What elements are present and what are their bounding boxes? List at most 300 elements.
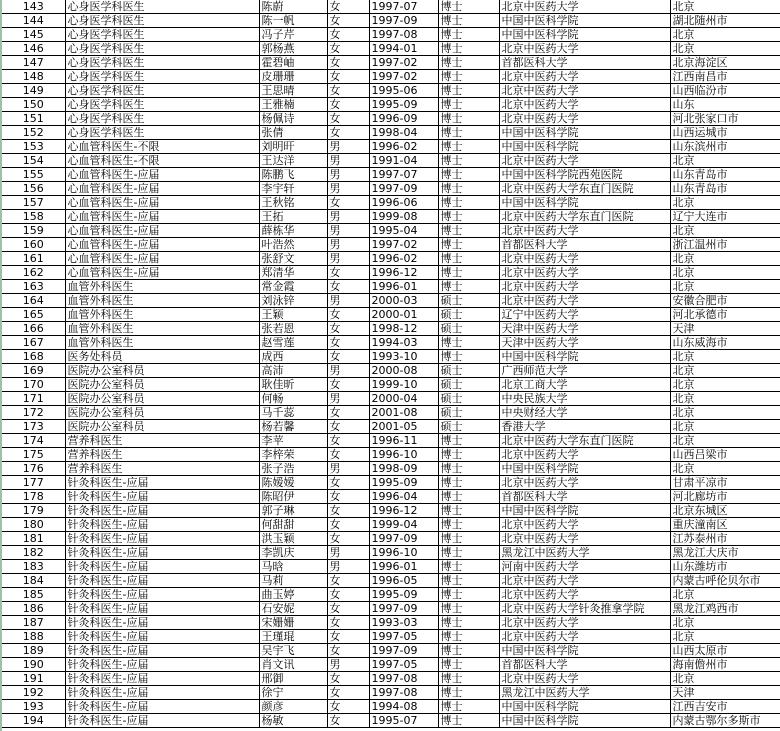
school-cell[interactable]: 中国中医科学院 (499, 462, 670, 476)
row-number-cell[interactable]: 184 (2, 574, 65, 588)
degree-cell[interactable]: 硕士 (438, 322, 499, 336)
gender-cell[interactable]: 女 (327, 644, 369, 658)
degree-cell[interactable]: 博士 (438, 56, 499, 70)
row-number-cell[interactable]: 151 (2, 112, 65, 126)
name-cell[interactable]: 杨佩诗 (259, 112, 327, 126)
gender-cell[interactable]: 男 (327, 364, 369, 378)
birth-date-cell[interactable]: 1996-11 (369, 434, 438, 448)
name-cell[interactable]: 张子浩 (259, 462, 327, 476)
row-number-cell[interactable]: 160 (2, 238, 65, 252)
origin-cell[interactable]: 江苏泰州市 (670, 532, 780, 546)
name-cell[interactable]: 李凯庆 (259, 546, 327, 560)
origin-cell[interactable]: 山东滨州市 (670, 140, 780, 154)
birth-date-cell[interactable]: 1996-02 (369, 140, 438, 154)
row-number-cell[interactable]: 149 (2, 84, 65, 98)
school-cell[interactable]: 北京中医药大学 (499, 574, 670, 588)
name-cell[interactable]: 赵雪莲 (259, 336, 327, 350)
name-cell[interactable]: 杨若馨 (259, 420, 327, 434)
gender-cell[interactable]: 女 (327, 280, 369, 294)
school-cell[interactable]: 中国中医科学院 (499, 350, 670, 364)
school-cell[interactable]: 北京中医药大学 (499, 672, 670, 686)
degree-cell[interactable]: 博士 (438, 112, 499, 126)
degree-cell[interactable]: 博士 (438, 602, 499, 616)
birth-date-cell[interactable]: 1996-05 (369, 574, 438, 588)
position-cell[interactable]: 医院办公室科员 (65, 392, 259, 406)
gender-cell[interactable]: 女 (327, 406, 369, 420)
position-cell[interactable]: 针灸科医生-应届 (65, 658, 259, 672)
origin-cell[interactable]: 北京 (670, 378, 780, 392)
gender-cell[interactable]: 男 (327, 210, 369, 224)
row-number-cell[interactable]: 162 (2, 266, 65, 280)
row-number-cell[interactable]: 144 (2, 14, 65, 28)
name-cell[interactable]: 王拓 (259, 210, 327, 224)
position-cell[interactable]: 营养科医生 (65, 462, 259, 476)
degree-cell[interactable]: 硕士 (438, 378, 499, 392)
position-cell[interactable]: 心血管科医生-不限 (65, 140, 259, 154)
position-cell[interactable]: 针灸科医生-应届 (65, 490, 259, 504)
school-cell[interactable]: 北京中医药大学 (499, 294, 670, 308)
name-cell[interactable]: 常金霞 (259, 280, 327, 294)
position-cell[interactable]: 心血管科医生-应届 (65, 224, 259, 238)
school-cell[interactable]: 北京中医药大学 (499, 476, 670, 490)
origin-cell[interactable]: 山西吕梁市 (670, 448, 780, 462)
school-cell[interactable]: 中国中医科学院 (499, 14, 670, 28)
origin-cell[interactable]: 河北承德市 (670, 308, 780, 322)
position-cell[interactable]: 心身医学科医生 (65, 14, 259, 28)
name-cell[interactable]: 陈一帆 (259, 14, 327, 28)
name-cell[interactable]: 石安妮 (259, 602, 327, 616)
row-number-cell[interactable]: 148 (2, 70, 65, 84)
degree-cell[interactable]: 博士 (438, 630, 499, 644)
name-cell[interactable]: 张若恩 (259, 322, 327, 336)
degree-cell[interactable]: 博士 (438, 98, 499, 112)
gender-cell[interactable]: 女 (327, 308, 369, 322)
school-cell[interactable]: 北京中医药大学 (499, 532, 670, 546)
origin-cell[interactable]: 北京 (670, 392, 780, 406)
school-cell[interactable]: 黑龙江中医药大学 (499, 546, 670, 560)
degree-cell[interactable]: 博士 (438, 588, 499, 602)
row-number-cell[interactable]: 143 (2, 0, 65, 14)
school-cell[interactable]: 黑龙江中医药大学 (499, 686, 670, 700)
position-cell[interactable]: 心身医学科医生 (65, 0, 259, 14)
position-cell[interactable]: 医院办公室科员 (65, 406, 259, 420)
school-cell[interactable]: 河南中医药大学 (499, 560, 670, 574)
position-cell[interactable]: 医院办公室科员 (65, 364, 259, 378)
gender-cell[interactable]: 男 (327, 560, 369, 574)
degree-cell[interactable]: 硕士 (438, 294, 499, 308)
school-cell[interactable]: 北京中医药大学 (499, 266, 670, 280)
name-cell[interactable]: 杨敏 (259, 714, 327, 728)
name-cell[interactable]: 邢御 (259, 672, 327, 686)
birth-date-cell[interactable]: 1995-09 (369, 476, 438, 490)
origin-cell[interactable]: 北京 (670, 588, 780, 602)
position-cell[interactable]: 心血管科医生-应届 (65, 210, 259, 224)
degree-cell[interactable]: 博士 (438, 686, 499, 700)
gender-cell[interactable]: 男 (327, 462, 369, 476)
row-number-cell[interactable]: 193 (2, 700, 65, 714)
birth-date-cell[interactable]: 1997-02 (369, 238, 438, 252)
birth-date-cell[interactable]: 1997-09 (369, 14, 438, 28)
name-cell[interactable]: 刘泳锌 (259, 294, 327, 308)
gender-cell[interactable]: 男 (327, 154, 369, 168)
name-cell[interactable]: 李宇轩 (259, 182, 327, 196)
position-cell[interactable]: 心血管科医生-应届 (65, 252, 259, 266)
school-cell[interactable]: 中国中医科学院 (499, 504, 670, 518)
degree-cell[interactable]: 博士 (438, 182, 499, 196)
row-number-cell[interactable]: 186 (2, 602, 65, 616)
school-cell[interactable]: 北京中医药大学 (499, 42, 670, 56)
gender-cell[interactable]: 女 (327, 378, 369, 392)
origin-cell[interactable]: 辽宁大连市 (670, 210, 780, 224)
gender-cell[interactable]: 女 (327, 350, 369, 364)
row-number-cell[interactable]: 157 (2, 196, 65, 210)
row-number-cell[interactable]: 146 (2, 42, 65, 56)
origin-cell[interactable]: 北京 (670, 364, 780, 378)
birth-date-cell[interactable]: 1996-04 (369, 490, 438, 504)
birth-date-cell[interactable]: 1996-12 (369, 504, 438, 518)
birth-date-cell[interactable]: 1999-08 (369, 210, 438, 224)
origin-cell[interactable]: 北京 (670, 0, 780, 14)
gender-cell[interactable]: 女 (327, 98, 369, 112)
gender-cell[interactable]: 女 (327, 322, 369, 336)
origin-cell[interactable]: 江西南昌市 (670, 70, 780, 84)
degree-cell[interactable]: 博士 (438, 546, 499, 560)
birth-date-cell[interactable]: 1997-02 (369, 56, 438, 70)
origin-cell[interactable]: 北京 (670, 462, 780, 476)
gender-cell[interactable]: 女 (327, 630, 369, 644)
position-cell[interactable]: 针灸科医生-应届 (65, 560, 259, 574)
school-cell[interactable]: 北京中医药大学 (499, 588, 670, 602)
row-number-cell[interactable]: 171 (2, 392, 65, 406)
school-cell[interactable]: 首都医科大学 (499, 238, 670, 252)
name-cell[interactable]: 叶浩然 (259, 238, 327, 252)
name-cell[interactable]: 徐宁 (259, 686, 327, 700)
degree-cell[interactable]: 博士 (438, 154, 499, 168)
school-cell[interactable]: 中国中医科学院 (499, 700, 670, 714)
gender-cell[interactable]: 女 (327, 518, 369, 532)
birth-date-cell[interactable]: 1997-08 (369, 672, 438, 686)
name-cell[interactable]: 何甜甜 (259, 518, 327, 532)
gender-cell[interactable]: 女 (327, 56, 369, 70)
origin-cell[interactable]: 北京东城区 (670, 504, 780, 518)
position-cell[interactable]: 心身医学科医生 (65, 70, 259, 84)
gender-cell[interactable]: 女 (327, 70, 369, 84)
birth-date-cell[interactable]: 1997-09 (369, 644, 438, 658)
degree-cell[interactable]: 博士 (438, 210, 499, 224)
origin-cell[interactable]: 北京 (670, 350, 780, 364)
position-cell[interactable]: 心血管科医生-应届 (65, 266, 259, 280)
name-cell[interactable]: 王秋铭 (259, 196, 327, 210)
gender-cell[interactable]: 男 (327, 140, 369, 154)
school-cell[interactable]: 北京中医药大学针灸推拿学院 (499, 602, 670, 616)
origin-cell[interactable]: 河北张家口市 (670, 112, 780, 126)
name-cell[interactable]: 颜彦 (259, 700, 327, 714)
origin-cell[interactable]: 内蒙古呼伦贝尔市 (670, 574, 780, 588)
school-cell[interactable]: 北京中医药大学东直门医院 (499, 210, 670, 224)
gender-cell[interactable]: 女 (327, 126, 369, 140)
origin-cell[interactable]: 安徽合肥市 (670, 294, 780, 308)
school-cell[interactable]: 天津中医药大学 (499, 336, 670, 350)
school-cell[interactable]: 首都医科大学 (499, 56, 670, 70)
birth-date-cell[interactable]: 1991-04 (369, 154, 438, 168)
birth-date-cell[interactable]: 1996-01 (369, 560, 438, 574)
row-number-cell[interactable]: 175 (2, 448, 65, 462)
gender-cell[interactable]: 女 (327, 476, 369, 490)
school-cell[interactable]: 北京中医药大学 (499, 630, 670, 644)
gender-cell[interactable]: 男 (327, 252, 369, 266)
name-cell[interactable]: 薛栋华 (259, 224, 327, 238)
gender-cell[interactable]: 女 (327, 196, 369, 210)
gender-cell[interactable]: 女 (327, 448, 369, 462)
birth-date-cell[interactable]: 1996-10 (369, 448, 438, 462)
row-number-cell[interactable]: 181 (2, 532, 65, 546)
school-cell[interactable]: 北京中医药大学 (499, 224, 670, 238)
row-number-cell[interactable]: 191 (2, 672, 65, 686)
name-cell[interactable]: 曲玉婷 (259, 588, 327, 602)
school-cell[interactable]: 中央民族大学 (499, 392, 670, 406)
position-cell[interactable]: 心血管科医生-应届 (65, 238, 259, 252)
degree-cell[interactable]: 博士 (438, 574, 499, 588)
row-number-cell[interactable]: 189 (2, 644, 65, 658)
row-number-cell[interactable]: 150 (2, 98, 65, 112)
birth-date-cell[interactable]: 1995-09 (369, 98, 438, 112)
position-cell[interactable]: 针灸科医生-应届 (65, 574, 259, 588)
degree-cell[interactable]: 博士 (438, 476, 499, 490)
position-cell[interactable]: 针灸科医生-应届 (65, 644, 259, 658)
row-number-cell[interactable]: 154 (2, 154, 65, 168)
birth-date-cell[interactable]: 2000-03 (369, 294, 438, 308)
row-number-cell[interactable]: 155 (2, 168, 65, 182)
school-cell[interactable]: 北京中医药大学 (499, 252, 670, 266)
name-cell[interactable]: 马莉 (259, 574, 327, 588)
degree-cell[interactable]: 博士 (438, 224, 499, 238)
gender-cell[interactable]: 女 (327, 14, 369, 28)
row-number-cell[interactable]: 161 (2, 252, 65, 266)
school-cell[interactable]: 中国中医科学院 (499, 196, 670, 210)
row-number-cell[interactable]: 174 (2, 434, 65, 448)
birth-date-cell[interactable]: 1994-01 (369, 42, 438, 56)
birth-date-cell[interactable]: 1998-09 (369, 462, 438, 476)
gender-cell[interactable]: 女 (327, 532, 369, 546)
degree-cell[interactable]: 博士 (438, 280, 499, 294)
degree-cell[interactable]: 博士 (438, 42, 499, 56)
position-cell[interactable]: 针灸科医生-应届 (65, 546, 259, 560)
gender-cell[interactable]: 女 (327, 42, 369, 56)
school-cell[interactable]: 中国中医科学院西苑医院 (499, 168, 670, 182)
row-number-cell[interactable]: 177 (2, 476, 65, 490)
position-cell[interactable]: 营养科医生 (65, 434, 259, 448)
position-cell[interactable]: 心血管科医生-应届 (65, 168, 259, 182)
gender-cell[interactable]: 女 (327, 84, 369, 98)
position-cell[interactable]: 针灸科医生-应届 (65, 700, 259, 714)
gender-cell[interactable]: 女 (327, 504, 369, 518)
school-cell[interactable]: 中国中医科学院 (499, 644, 670, 658)
origin-cell[interactable]: 北京 (670, 154, 780, 168)
gender-cell[interactable]: 女 (327, 420, 369, 434)
origin-cell[interactable]: 北京 (670, 630, 780, 644)
position-cell[interactable]: 心身医学科医生 (65, 28, 259, 42)
gender-cell[interactable]: 女 (327, 714, 369, 728)
name-cell[interactable]: 王达洋 (259, 154, 327, 168)
origin-cell[interactable]: 北京 (670, 252, 780, 266)
degree-cell[interactable]: 博士 (438, 196, 499, 210)
gender-cell[interactable]: 男 (327, 238, 369, 252)
degree-cell[interactable]: 博士 (438, 714, 499, 728)
birth-date-cell[interactable]: 1997-05 (369, 658, 438, 672)
row-number-cell[interactable]: 169 (2, 364, 65, 378)
origin-cell[interactable]: 北京 (670, 196, 780, 210)
gender-cell[interactable]: 男 (327, 546, 369, 560)
degree-cell[interactable]: 硕士 (438, 364, 499, 378)
birth-date-cell[interactable]: 2001-05 (369, 420, 438, 434)
position-cell[interactable]: 医务处科员 (65, 350, 259, 364)
name-cell[interactable]: 郭杨燕 (259, 42, 327, 56)
row-number-cell[interactable]: 167 (2, 336, 65, 350)
position-cell[interactable]: 医院办公室科员 (65, 420, 259, 434)
origin-cell[interactable]: 北京 (670, 434, 780, 448)
row-number-cell[interactable]: 153 (2, 140, 65, 154)
origin-cell[interactable]: 山西临汾市 (670, 84, 780, 98)
position-cell[interactable]: 针灸科医生-应届 (65, 504, 259, 518)
birth-date-cell[interactable]: 1997-05 (369, 630, 438, 644)
name-cell[interactable]: 吴宇飞 (259, 644, 327, 658)
gender-cell[interactable]: 女 (327, 574, 369, 588)
degree-cell[interactable]: 博士 (438, 504, 499, 518)
position-cell[interactable]: 血管外科医生 (65, 280, 259, 294)
position-cell[interactable]: 心血管科医生-不限 (65, 154, 259, 168)
position-cell[interactable]: 针灸科医生-应届 (65, 630, 259, 644)
name-cell[interactable]: 肖文讯 (259, 658, 327, 672)
origin-cell[interactable]: 北京 (670, 616, 780, 630)
name-cell[interactable]: 皮珊珊 (259, 70, 327, 84)
degree-cell[interactable]: 博士 (438, 448, 499, 462)
gender-cell[interactable]: 女 (327, 336, 369, 350)
birth-date-cell[interactable]: 2000-04 (369, 392, 438, 406)
position-cell[interactable]: 针灸科医生-应届 (65, 588, 259, 602)
position-cell[interactable]: 心身医学科医生 (65, 112, 259, 126)
row-number-cell[interactable]: 170 (2, 378, 65, 392)
birth-date-cell[interactable]: 1997-08 (369, 686, 438, 700)
school-cell[interactable]: 北京中医药大学东直门医院 (499, 182, 670, 196)
name-cell[interactable]: 王雅楠 (259, 98, 327, 112)
degree-cell[interactable]: 博士 (438, 350, 499, 364)
origin-cell[interactable]: 黑龙江鸡西市 (670, 602, 780, 616)
position-cell[interactable]: 针灸科医生-应届 (65, 532, 259, 546)
gender-cell[interactable]: 女 (327, 28, 369, 42)
gender-cell[interactable]: 女 (327, 0, 369, 14)
origin-cell[interactable]: 山东威海市 (670, 336, 780, 350)
degree-cell[interactable]: 博士 (438, 84, 499, 98)
school-cell[interactable]: 首都医科大学 (499, 490, 670, 504)
row-number-cell[interactable]: 190 (2, 658, 65, 672)
name-cell[interactable]: 冯子芹 (259, 28, 327, 42)
birth-date-cell[interactable]: 1996-01 (369, 280, 438, 294)
row-number-cell[interactable]: 173 (2, 420, 65, 434)
row-number-cell[interactable]: 185 (2, 588, 65, 602)
birth-date-cell[interactable]: 1996-10 (369, 546, 438, 560)
birth-date-cell[interactable]: 1996-06 (369, 196, 438, 210)
birth-date-cell[interactable]: 1994-03 (369, 336, 438, 350)
position-cell[interactable]: 血管外科医生 (65, 336, 259, 350)
school-cell[interactable]: 中央财经大学 (499, 406, 670, 420)
birth-date-cell[interactable]: 2000-01 (369, 308, 438, 322)
degree-cell[interactable]: 博士 (438, 616, 499, 630)
degree-cell[interactable]: 博士 (438, 252, 499, 266)
school-cell[interactable]: 中国中医科学院 (499, 140, 670, 154)
gender-cell[interactable]: 女 (327, 266, 369, 280)
row-number-cell[interactable]: 163 (2, 280, 65, 294)
birth-date-cell[interactable]: 1998-04 (369, 126, 438, 140)
origin-cell[interactable]: 北京 (670, 266, 780, 280)
position-cell[interactable]: 针灸科医生-应届 (65, 518, 259, 532)
school-cell[interactable]: 北京中医药大学 (499, 0, 670, 14)
position-cell[interactable]: 针灸科医生-应届 (65, 714, 259, 728)
name-cell[interactable]: 马千蕊 (259, 406, 327, 420)
row-number-cell[interactable]: 159 (2, 224, 65, 238)
origin-cell[interactable]: 重庆潼南区 (670, 518, 780, 532)
row-number-cell[interactable]: 180 (2, 518, 65, 532)
origin-cell[interactable]: 山西太原市 (670, 644, 780, 658)
school-cell[interactable]: 中国中医科学院 (499, 28, 670, 42)
row-number-cell[interactable]: 194 (2, 714, 65, 728)
degree-cell[interactable]: 博士 (438, 0, 499, 14)
origin-cell[interactable]: 北京 (670, 672, 780, 686)
birth-date-cell[interactable]: 1996-09 (369, 112, 438, 126)
name-cell[interactable]: 高沛 (259, 364, 327, 378)
position-cell[interactable]: 心身医学科医生 (65, 126, 259, 140)
degree-cell[interactable]: 硕士 (438, 420, 499, 434)
gender-cell[interactable]: 男 (327, 658, 369, 672)
position-cell[interactable]: 针灸科医生-应届 (65, 602, 259, 616)
name-cell[interactable]: 陈鹏飞 (259, 168, 327, 182)
name-cell[interactable]: 耿佳昕 (259, 378, 327, 392)
row-number-cell[interactable]: 166 (2, 322, 65, 336)
school-cell[interactable]: 北京中医药大学 (499, 518, 670, 532)
origin-cell[interactable]: 山东潍坊市 (670, 560, 780, 574)
position-cell[interactable]: 心身医学科医生 (65, 84, 259, 98)
birth-date-cell[interactable]: 1993-10 (369, 350, 438, 364)
degree-cell[interactable]: 博士 (438, 168, 499, 182)
school-cell[interactable]: 北京中医药大学 (499, 70, 670, 84)
gender-cell[interactable]: 男 (327, 294, 369, 308)
degree-cell[interactable]: 博士 (438, 560, 499, 574)
gender-cell[interactable]: 女 (327, 434, 369, 448)
row-number-cell[interactable]: 172 (2, 406, 65, 420)
school-cell[interactable]: 北京中医药大学 (499, 280, 670, 294)
position-cell[interactable]: 针灸科医生-应届 (65, 616, 259, 630)
degree-cell[interactable]: 博士 (438, 28, 499, 42)
name-cell[interactable]: 洪玉颖 (259, 532, 327, 546)
name-cell[interactable]: 马晗 (259, 560, 327, 574)
school-cell[interactable]: 北京中医药大学 (499, 154, 670, 168)
gender-cell[interactable]: 女 (327, 112, 369, 126)
position-cell[interactable]: 血管外科医生 (65, 322, 259, 336)
position-cell[interactable]: 针灸科医生-应届 (65, 476, 259, 490)
degree-cell[interactable]: 博士 (438, 644, 499, 658)
name-cell[interactable]: 陈蔚 (259, 0, 327, 14)
row-number-cell[interactable]: 152 (2, 126, 65, 140)
row-number-cell[interactable]: 156 (2, 182, 65, 196)
gender-cell[interactable]: 女 (327, 490, 369, 504)
school-cell[interactable]: 中国中医科学院 (499, 714, 670, 728)
birth-date-cell[interactable]: 1997-07 (369, 168, 438, 182)
position-cell[interactable]: 针灸科医生-应届 (65, 672, 259, 686)
degree-cell[interactable]: 博士 (438, 70, 499, 84)
gender-cell[interactable]: 女 (327, 616, 369, 630)
origin-cell[interactable]: 江西吉安市 (670, 700, 780, 714)
row-number-cell[interactable]: 179 (2, 504, 65, 518)
birth-date-cell[interactable]: 1996-02 (369, 252, 438, 266)
